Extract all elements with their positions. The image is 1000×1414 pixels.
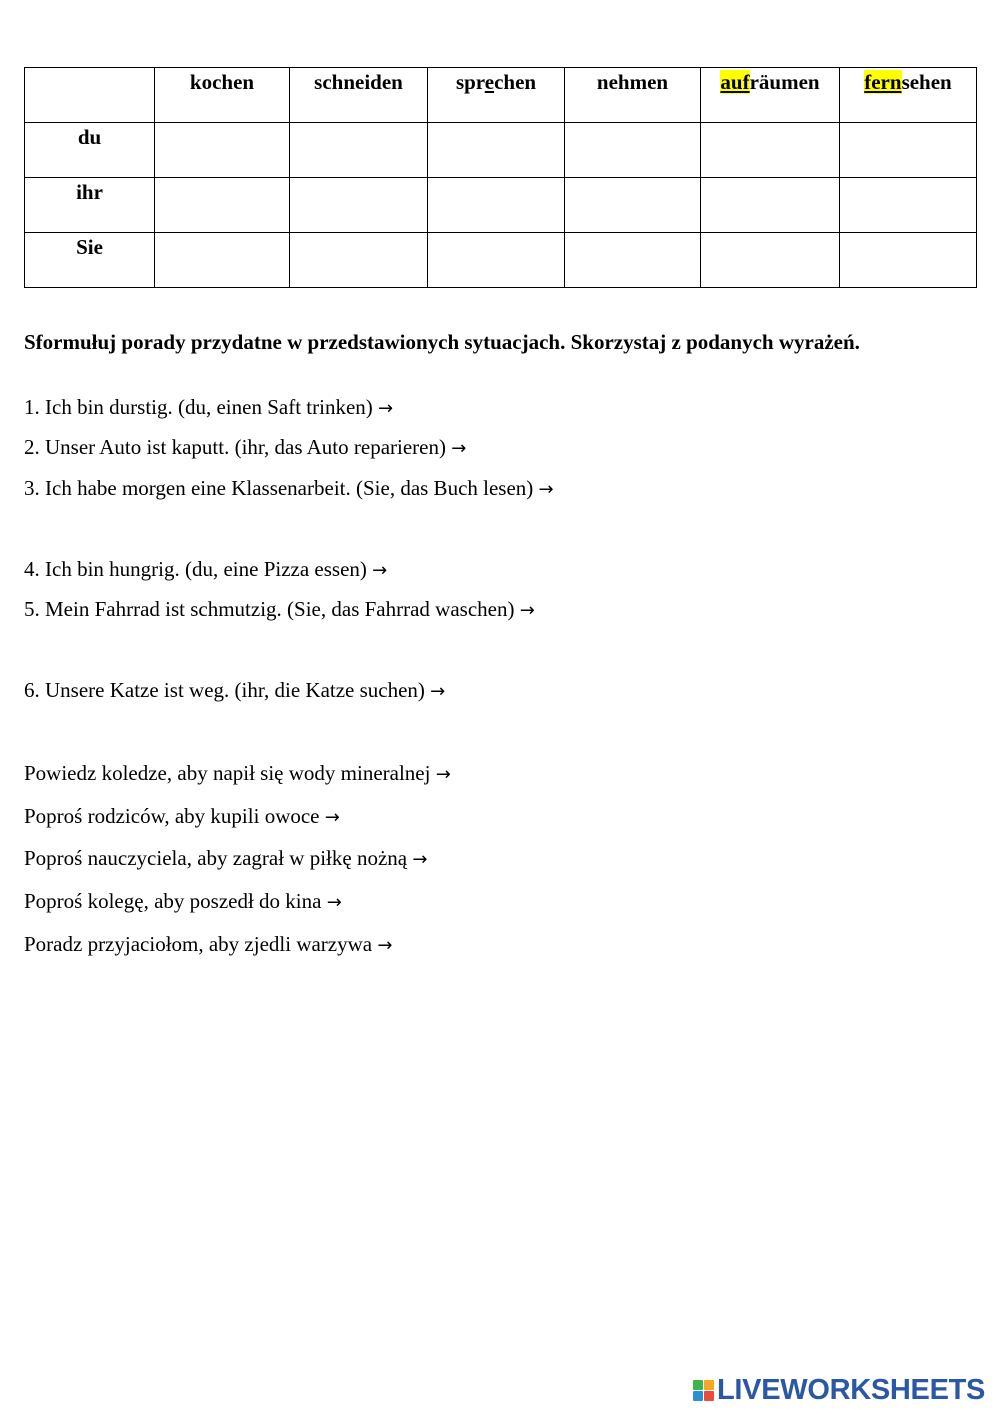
answer-cell[interactable] bbox=[840, 233, 977, 288]
answer-cell[interactable] bbox=[701, 178, 840, 233]
answer-cell[interactable] bbox=[155, 123, 290, 178]
header-corner-cell bbox=[25, 68, 155, 123]
answer-cell[interactable] bbox=[155, 233, 290, 288]
answer-cell[interactable] bbox=[428, 178, 565, 233]
arrow-icon: → bbox=[538, 479, 554, 500]
arrow-icon: → bbox=[519, 600, 535, 621]
header-fernsehen bbox=[840, 68, 977, 123]
liveworksheets-logo bbox=[693, 1375, 985, 1405]
row-label-ihr: ihr bbox=[25, 178, 155, 233]
answer-cell[interactable] bbox=[428, 233, 565, 288]
exercise-text: 6. Unsere Katze ist weg. (ihr, die Katze suchen) bbox=[24, 678, 425, 702]
arrow-icon: → bbox=[324, 807, 340, 828]
aufraeumen-highlighted-prefix: auf bbox=[720, 70, 750, 94]
task-item bbox=[24, 761, 451, 786]
task-text: Poradz przyjaciołom, aby zjedli warzywa bbox=[24, 932, 373, 956]
row-label-du: du bbox=[25, 123, 155, 178]
answer-cell[interactable] bbox=[701, 233, 840, 288]
answer-cell[interactable] bbox=[565, 233, 701, 288]
logo-square-red bbox=[704, 1391, 714, 1401]
sprechen-part-3: chen bbox=[494, 70, 537, 94]
task-text: Poproś rodziców, aby kupili owoce bbox=[24, 804, 320, 828]
logo-square-green bbox=[693, 1380, 703, 1390]
answer-cell[interactable] bbox=[840, 123, 977, 178]
arrow-icon: → bbox=[430, 681, 446, 702]
exercise-text: 4. Ich bin hungrig. (du, eine Pizza essen) bbox=[24, 557, 367, 581]
header-nehmen: nehmen bbox=[565, 68, 701, 123]
logo-square-blue bbox=[693, 1391, 703, 1401]
answer-cell[interactable] bbox=[290, 233, 428, 288]
task-item bbox=[24, 889, 342, 914]
answer-cell[interactable] bbox=[290, 178, 428, 233]
table-row-sie bbox=[25, 233, 977, 288]
task-item bbox=[24, 804, 340, 829]
table-header-row bbox=[25, 68, 977, 123]
task-text: Poproś nauczyciela, aby zagrał w piłkę nożną bbox=[24, 846, 408, 870]
answer-cell[interactable] bbox=[701, 123, 840, 178]
header-schneiden: schneiden bbox=[290, 68, 428, 123]
sprechen-underlined-vowel: e bbox=[484, 70, 495, 94]
task-text: Poproś kolegę, aby poszedł do kina bbox=[24, 889, 322, 913]
arrow-icon: → bbox=[451, 438, 467, 459]
sprechen-part-1: spr bbox=[455, 70, 485, 94]
fernsehen-highlighted-prefix: fern bbox=[864, 70, 902, 94]
logo-square-orange bbox=[704, 1380, 714, 1390]
task-item bbox=[24, 846, 427, 871]
answer-cell[interactable] bbox=[155, 178, 290, 233]
fernsehen-rest: sehen bbox=[901, 70, 952, 94]
exercise-item bbox=[24, 597, 535, 622]
table-row-ihr bbox=[25, 178, 977, 233]
answer-cell[interactable] bbox=[428, 123, 565, 178]
arrow-icon: → bbox=[378, 398, 394, 419]
arrow-icon: → bbox=[435, 764, 451, 785]
liveworksheets-icon bbox=[693, 1380, 714, 1401]
answer-cell[interactable] bbox=[565, 178, 701, 233]
aufraeumen-rest: räumen bbox=[749, 70, 820, 94]
exercise-item bbox=[24, 476, 554, 501]
arrow-icon: → bbox=[412, 849, 428, 870]
exercise-item bbox=[24, 678, 445, 703]
arrow-icon: → bbox=[377, 935, 393, 956]
arrow-icon: → bbox=[326, 892, 342, 913]
row-label-sie: Sie bbox=[25, 233, 155, 288]
exercise-text: 5. Mein Fahrrad ist schmutzig. (Sie, das Fahrrad waschen) bbox=[24, 597, 515, 621]
arrow-icon: → bbox=[372, 560, 388, 581]
task-item bbox=[24, 932, 392, 957]
exercise-text: 1. Ich bin durstig. (du, einen Saft trinken) bbox=[24, 395, 373, 419]
exercise-text: 3. Ich habe morgen eine Klassenarbeit. (Sie, das Buch lesen) bbox=[24, 476, 534, 500]
exercise-item bbox=[24, 557, 387, 582]
exercise-item bbox=[24, 395, 393, 420]
brand-name: LIVEWORKSHEETS bbox=[717, 1373, 986, 1406]
exercise-text: 2. Unser Auto ist kaputt. (ihr, das Auto reparieren) bbox=[24, 435, 446, 459]
header-sprechen bbox=[428, 68, 565, 123]
answer-cell[interactable] bbox=[565, 123, 701, 178]
task-text: Powiedz koledze, aby napił się wody mineralnej bbox=[24, 761, 431, 785]
instruction-text: Sformułuj porady przydatne w przedstawionych sytuacjach. Skorzystaj z podanych wyrażeń. bbox=[24, 330, 860, 354]
conjugation-table bbox=[24, 67, 977, 288]
answer-cell[interactable] bbox=[840, 178, 977, 233]
answer-cell[interactable] bbox=[290, 123, 428, 178]
table-row-du bbox=[25, 123, 977, 178]
exercise-item bbox=[24, 435, 466, 460]
header-aufraeumen bbox=[701, 68, 840, 123]
header-kochen: kochen bbox=[155, 68, 290, 123]
